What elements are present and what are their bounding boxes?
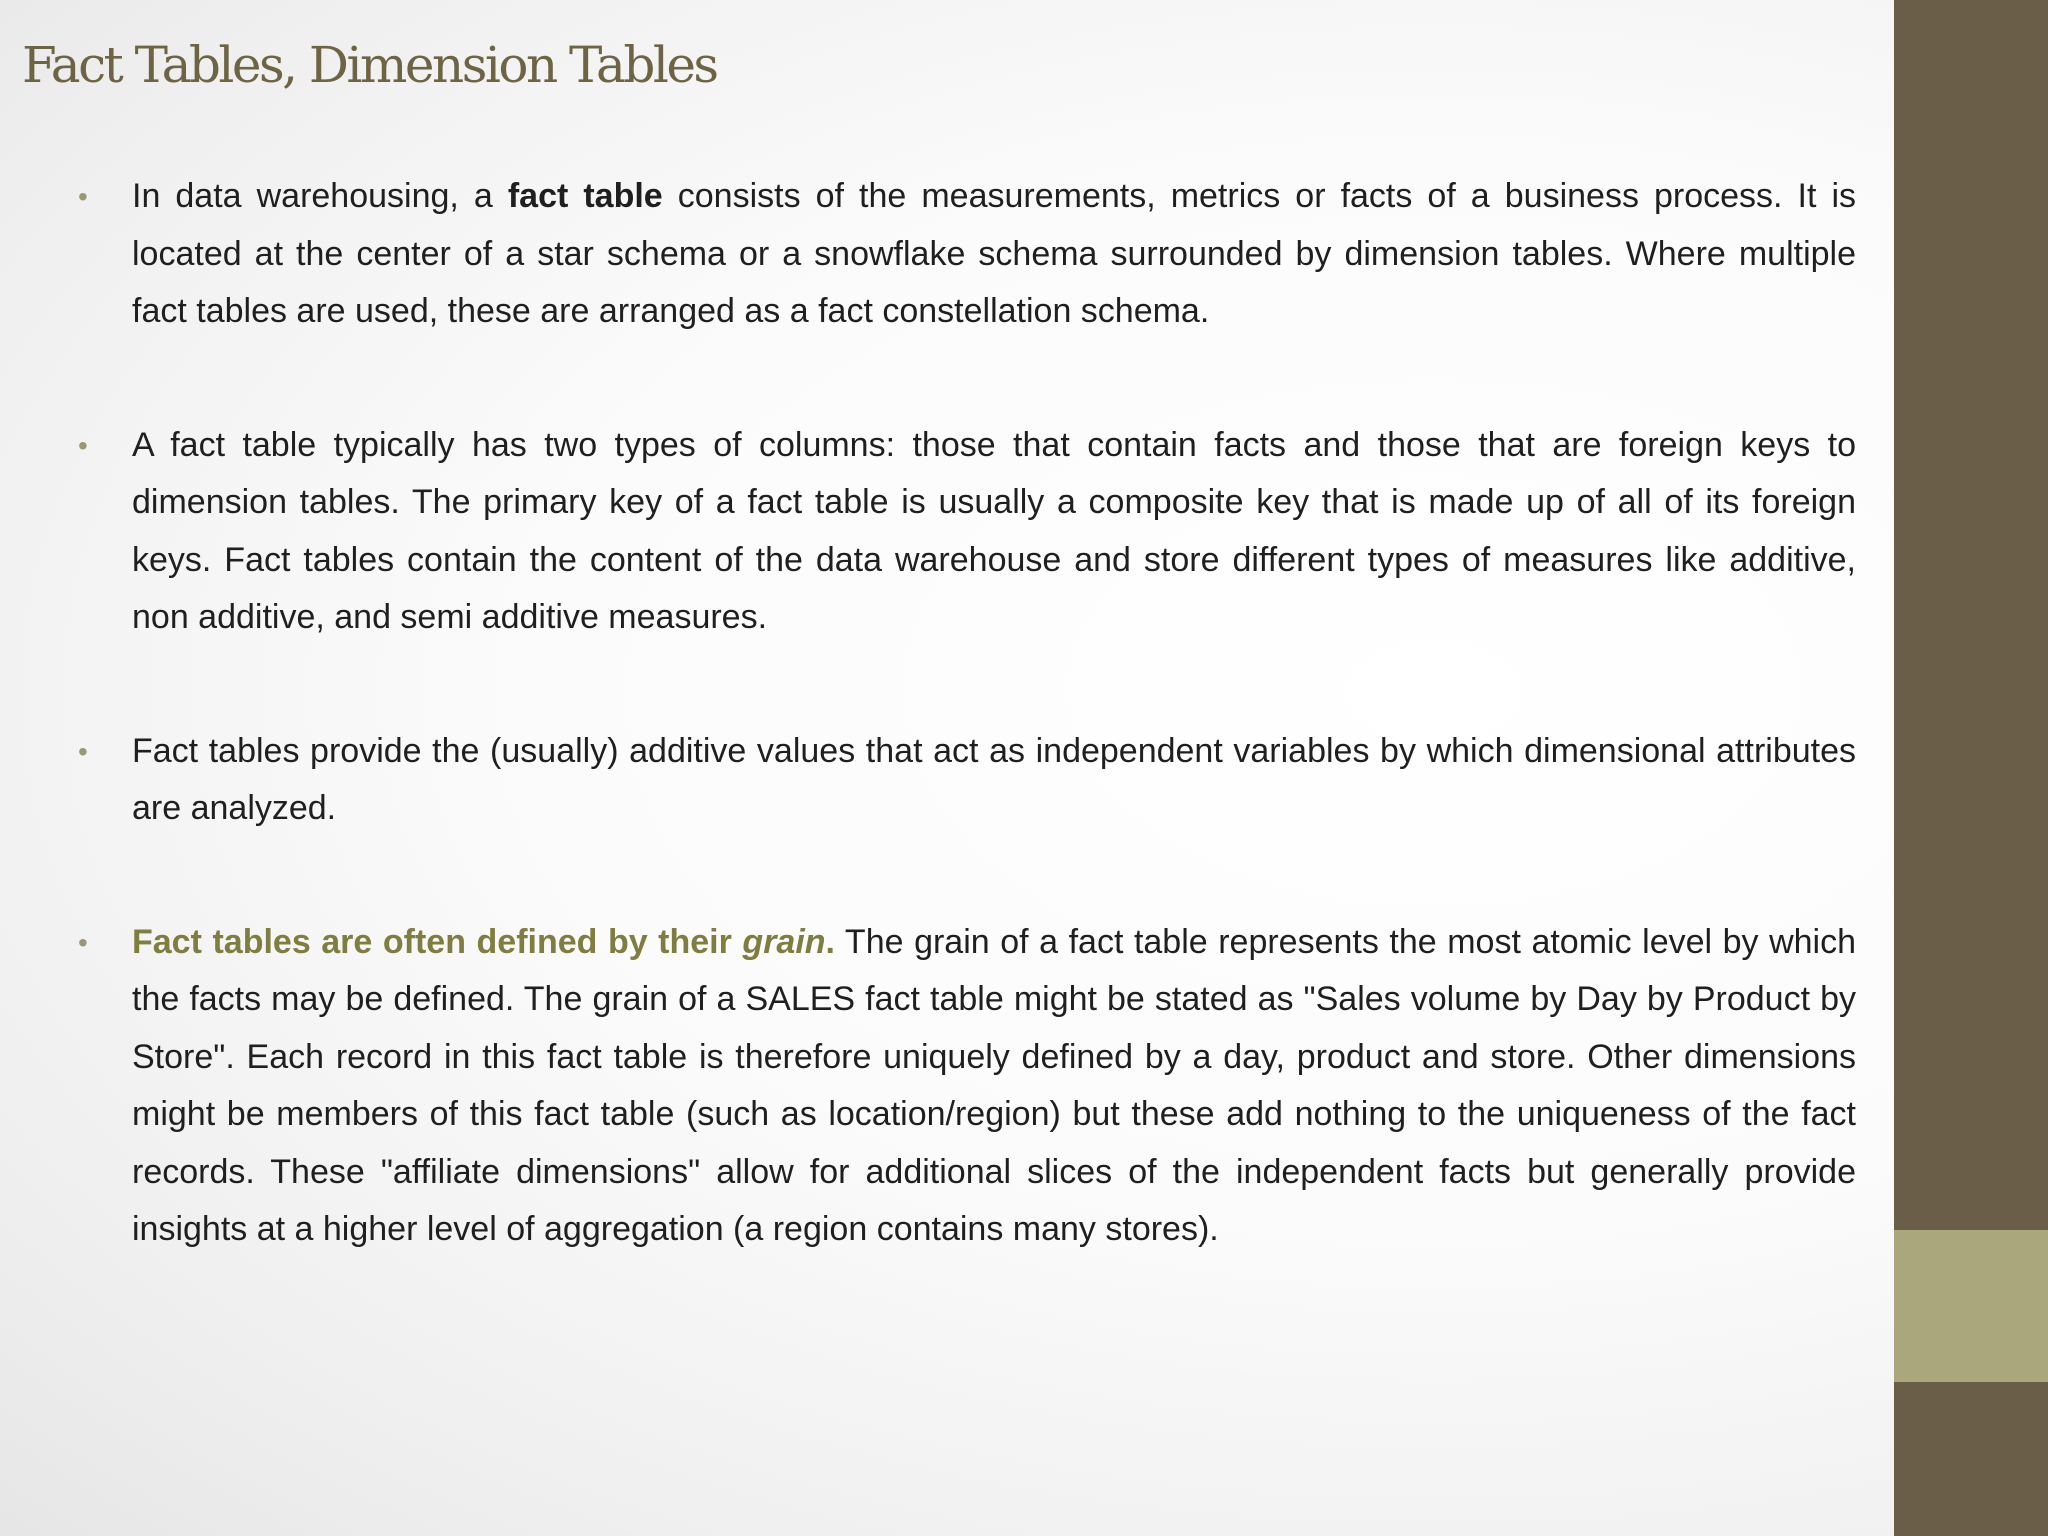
slide-title: Fact Tables, Dimension Tables	[22, 36, 717, 94]
grain-term: grain	[742, 922, 826, 961]
bullet-marker: •	[78, 926, 88, 958]
grain-lead: Fact tables are often defined by their	[132, 922, 743, 961]
bullet-text: The grain of a fact table represents the most atomic level by which the facts may be defined. The grain of a SALES fact table might be stated as "Sales volume by Day by Product by Store". Each record in this fact table is therefore uniquely defined by a day, product and store. Other dimensions might be members of this fact table (such as location/region) but these add nothing to the uniqueness of the fact records. These "affiliate dimensions" allow for additional slices of the independent facts but generally provide insights at a higher level of aggregation (a region contains many stores).	[132, 922, 1857, 1248]
bullet-fact-table-definition	[78, 168, 1857, 341]
bullet-marker: •	[78, 735, 88, 767]
bullet-column-types	[78, 417, 1856, 647]
bullet-text: A fact table typically has two types of columns: those that contain facts and those that are foreign keys to dimension tables. The primary key of a fact table is usually a composite key that is made up of all of its foreign keys. Fact tables contain the content of the data warehouse and store different types of measures like additive, non additive, and semi additive measures.	[132, 425, 1856, 636]
bold-term: fact table	[507, 177, 663, 215]
grain-lead-end: .	[825, 922, 835, 961]
decorative-sidebar-accent	[1894, 1230, 2048, 1382]
bullet-marker: •	[78, 181, 88, 212]
bullet-additive-values	[78, 723, 1856, 838]
bullet-marker: •	[78, 429, 88, 461]
bullet-list	[78, 168, 1857, 1335]
bullet-grain	[78, 914, 1857, 1259]
bullet-text: In data warehousing, a	[132, 177, 508, 215]
bullet-text: Fact tables provide the (usually) additive values that act as independent variables by which dimensional attributes are analyzed.	[132, 731, 1856, 827]
bullet-text: consists of the measurements, metrics or facts of a business process. It is located at the center of a star schema or a snowflake schema surrounded by dimension tables. Where multiple fact tables are used, these are arranged as a fact constellation schema.	[132, 177, 1857, 330]
